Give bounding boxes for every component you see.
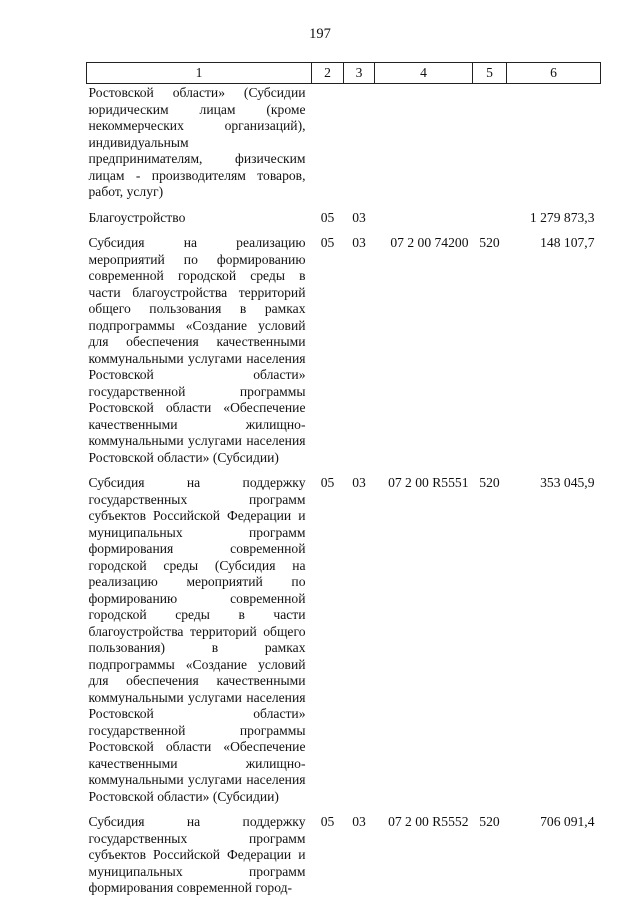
row-amount <box>507 84 601 201</box>
row-section: 05 <box>320 209 335 225</box>
column-header-1: 1 <box>87 63 312 84</box>
row-description: Субсидия на реализацию мероприятий по формированию современной городской среды в части благоустройства территорий общего пользования в рамках подпрограммы «Создание условий для обеспечения качественными коммунальными услугами населения Ростовской области» государственной программы Ростовской области «Обеспечение качественными жилищно-коммунальными услугами населения Ростовской области» (Субсидии) <box>88 235 306 465</box>
column-header-4: 4 <box>375 63 473 84</box>
row-section: 05 <box>320 235 335 250</box>
row-description: Благоустройство <box>88 209 186 225</box>
row-target-code <box>375 201 473 227</box>
table-row <box>87 84 601 201</box>
table-row <box>87 226 601 466</box>
row-section: 05 <box>320 475 335 490</box>
row-amount: 353 045,9 <box>540 475 595 490</box>
table-row <box>87 466 601 805</box>
row-amount: 706 091,4 <box>540 814 595 829</box>
row-section <box>312 84 344 201</box>
row-amount: 1 279 873,3 <box>529 209 595 225</box>
column-header-6: 6 <box>507 63 601 84</box>
row-expense-type <box>473 84 507 201</box>
row-target-code: 07 2 00 R5552 <box>388 814 469 829</box>
column-header-3: 3 <box>344 63 375 84</box>
page-number: 197 <box>309 26 331 42</box>
row-target-code: 07 2 00 74200 <box>390 235 469 250</box>
row-description: Субсидия на поддержку государственных программ субъектов Российской Федерации и муниципальных программ формирования современной городской среды (Субсидия на реализацию мероприятий по формированию современной городской среды в части благоустройства территорий общего пользования) в рамках подпрограммы «Создание условий для обеспечения качественными коммунальными услугами населения Ростовской области» государственной программы Ростовской области «Обеспечение качественными жилищно-коммунальными услугами населения Ростовской области» (Субсидии) <box>88 475 306 804</box>
row-description: Субсидия на поддержку государственных программ субъектов Российской Федерации и муниципальных программ формирования современной город- <box>88 814 306 895</box>
row-subsection: 03 <box>352 235 366 250</box>
table-header-row <box>87 63 601 84</box>
row-target-code <box>375 84 473 201</box>
column-header-2: 2 <box>312 63 344 84</box>
row-expense-type: 520 <box>479 235 500 250</box>
row-subsection: 03 <box>352 475 366 490</box>
row-subsection: 03 <box>352 209 366 225</box>
row-expense-type: 520 <box>479 475 500 490</box>
row-subsection: 03 <box>352 814 366 829</box>
budget-table <box>86 62 601 897</box>
row-section: 05 <box>320 814 335 829</box>
row-expense-type <box>473 201 507 227</box>
row-subsection <box>344 84 375 201</box>
row-expense-type: 520 <box>479 814 500 829</box>
row-amount: 148 107,7 <box>540 235 595 250</box>
column-header-5: 5 <box>473 63 507 84</box>
row-description: Ростовской области» (Субсидии юридическим лицам (кроме некоммерческих организаций), индивидуальным предпринимателям, физическим лицам - производителям товаров, работ, услуг) <box>88 85 306 199</box>
table-row <box>87 201 601 227</box>
table-row <box>87 805 601 897</box>
row-target-code: 07 2 00 R5551 <box>388 475 469 490</box>
